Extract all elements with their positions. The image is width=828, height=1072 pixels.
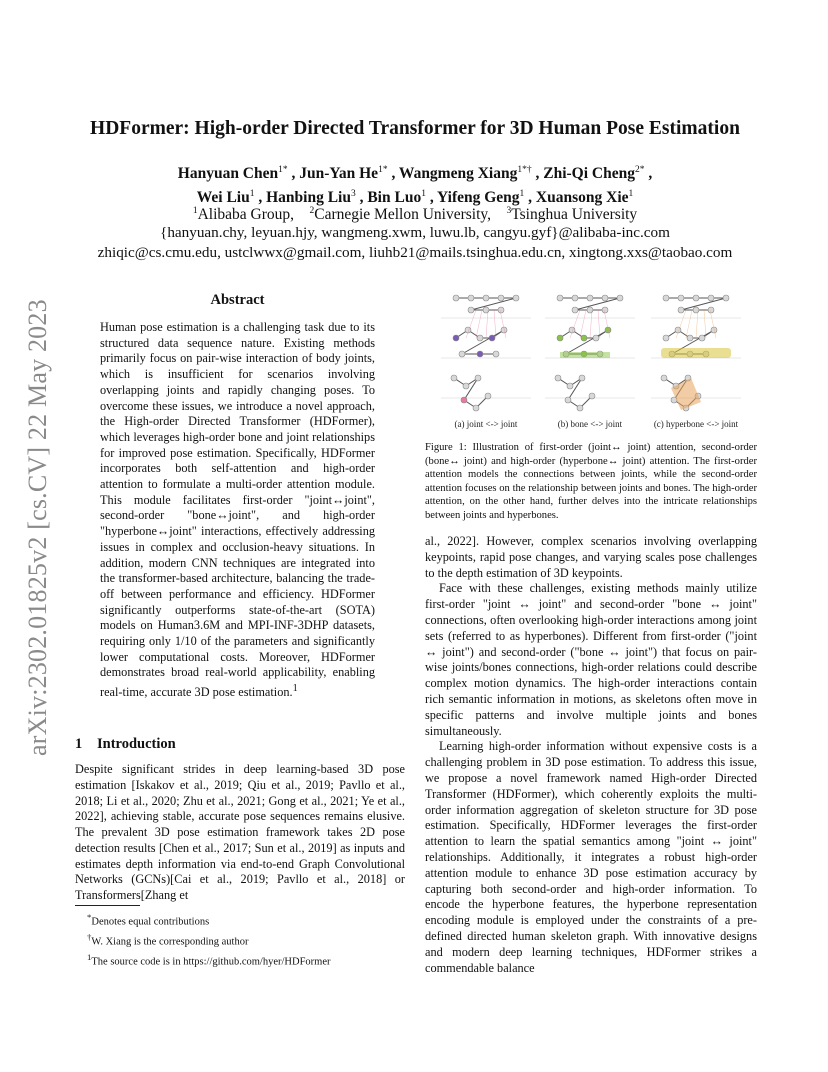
joint-node	[463, 383, 469, 389]
author-name: Wei Liu	[196, 189, 250, 207]
joint-node	[699, 335, 705, 341]
joint-node	[663, 335, 669, 341]
author-mark: 1*†	[517, 165, 532, 175]
paragraph: Learning high-order information without expensive costs is a challenging problem in 3D pose estimation. To address this issue, we propose a novel framework named High-order Directed Transformer (HDFormer), which coherently exploits the multi-order information aggregation of skeleton structure for 3D pose estimation. Specifically, HDFormer leverages the first-order attention to learn the spatial semantics among "joint ↔ joint" relationships. Additionally, it integrates a robust high-order attention module to enhance 3D pose estimation accuracy by capturing both second-order and high-order information. To encode the hyperbone features, the hyperbone representation encoding module is employed under the constraints of a pre-defined directed human skeleton graph. With innovative designs and modern deep learning techniques, HDFormer strikes a commendable balance	[425, 739, 757, 975]
affiliation: Tsinghua University	[511, 206, 638, 224]
abstract-body	[100, 320, 375, 701]
affiliation-mark: 2	[309, 206, 315, 216]
figure-1-skeleton-attention	[428, 290, 758, 432]
joint-node	[687, 335, 693, 341]
attention-link	[598, 310, 600, 338]
author-mark: 3	[350, 189, 356, 200]
author-name: Hanbing Liu	[266, 189, 351, 207]
section-title: Introduction	[97, 736, 176, 752]
panel-label-b: (b) bone <-> joint	[557, 419, 623, 429]
joint-node	[453, 335, 459, 341]
attention-link	[494, 310, 496, 338]
joint-node	[468, 307, 474, 313]
attention-link	[590, 310, 592, 338]
arxiv-identifier: arXiv:2302.01825v2 [cs.CV] 22 May 2023	[23, 299, 52, 756]
attention-link	[704, 310, 706, 338]
joint-node	[468, 295, 474, 301]
joint-node	[489, 335, 495, 341]
joint-node	[593, 335, 599, 341]
author-line-2: Wei Liu$^1$ , Hanbing Liu$^3$ , Bin Luo$^1$ , Yifeng Geng$^1$ , Xuansong Xie$^1$	[196, 189, 634, 207]
paragraph: Despite significant strides in deep learning-based 3D pose estimation [Iskakov et al., 2019; Qiu et al., 2019; Pavllo et al., 2018; Li et al., 2020; Zhu et al., 2021; Gong et al., 2021; Ye et al., 2022], achieving stable, accurate pose sequences remains elusive. The prevalent 3D pose estimation framework takes 2D pose detection results [Chen et al., 2017; Sun et al., 2019] as inputs and estimates depth information via end-to-end Graph Convolutional Networks (GCNs)[Cai et al., 2019; Pavllo et al., 2018] or Transformers[Zhang et	[75, 762, 405, 902]
footnote-text: The source code is in https://github.com/hyer/HDFormer	[91, 956, 331, 968]
joint-node	[557, 295, 563, 301]
attention-link	[580, 310, 586, 338]
joint-node	[461, 397, 467, 403]
affiliation: Carnegie Mellon University,	[314, 206, 492, 224]
joint-node	[589, 393, 595, 399]
author-name: Yifeng Geng	[437, 189, 520, 207]
joint-node	[498, 307, 504, 313]
joint-node	[513, 295, 519, 301]
joint-node	[602, 307, 608, 313]
author-mark: 1*	[378, 165, 388, 175]
joint-node	[572, 295, 578, 301]
author-name: Zhi-Qi Cheng	[543, 165, 635, 183]
joint-node	[579, 375, 585, 381]
joint-node	[678, 307, 684, 313]
joint-node	[617, 295, 623, 301]
attention-link	[476, 310, 482, 338]
joint-node	[498, 295, 504, 301]
affiliation-mark: 3	[506, 206, 512, 216]
bone-segment	[471, 298, 516, 310]
introduction-text	[75, 762, 405, 904]
paragraph: al., 2022]. However, complex scenarios involving overlapping keypoints, rapid pose changes, and varying scales pose challenges to the depth estimation of 3D keypoints.	[425, 534, 757, 580]
paragraph: Face with these challenges, existing methods mainly utilize first-order "joint ↔ joint" and second-order "bone ↔ joint" connections, often overlooking high-order interactions among joint sets (referred to as hyperbones). Different from first-order ("joint ↔ joint") and second-order ("bone ↔ joint") that focus on pair-wise joints/bones connections, high-order relations could describe complex motion dynamics. The high-order interactions contain rich semantic information in motions, as skeletons often move in specific patterns and involve multiple joints and bones simultaneously.	[425, 581, 757, 738]
skeleton-panel-bone	[545, 295, 635, 411]
panel-label-a: (a) joint <-> joint	[454, 419, 518, 429]
joint-node	[708, 307, 714, 313]
footnote	[75, 950, 405, 970]
abstract-text: Human pose estimation is a challenging task due to its structured data sequence nature. Existing methods primarily focus on pair-wise interaction of body joints, which is insufficient for scenarios involving overlapping joints and rapidly changing poses. To overcome these issues, we introduce a novel approach, the High-order Directed Transformer (HDFormer), which leverages high-order bone and joint relationships for improved pose estimation. Specifically, HDFormer incorporates both self-attention and high-order attention to formulate a multi-order attention module. This module facilitates first-order "joint↔joint", second-order "bone↔joint", and high-order "hyperbone↔joint" interactions, effectively addressing issues in complex and occlusion-heavy situations. In addition, modern CNN techniques are integrated into the transformer-based architecture, balancing the trade-off between performance and efficiency. HDFormer significantly outperforms state-of-the-art (SOTA) models on Human3.6M and MPI-INF-3DHP datasets, requiring only 1/10 of the parameters and significantly lower computational costs. Moreover, HDFormer demonstrates broad real-world applicability, enabling real-time, accurate 3D pose estimation.	[100, 320, 375, 700]
footnote-text: W. Xiang is the corresponding author	[91, 936, 249, 948]
joint-node	[555, 375, 561, 381]
author-name: Wangmeng Xiang	[398, 165, 518, 183]
joint-node	[493, 351, 499, 357]
panel-label-c: (c) hyperbone <-> joint	[653, 419, 739, 429]
footnotes	[75, 910, 405, 970]
footnote-rule	[75, 905, 140, 906]
author-line-1: Hanyuan Chen$^{1*}$ , Jun-Yan $He^{1*}$ , Wangmeng Xiang$^{1*\dagger}$ , Zhi-Qi Cheng$^{2*}$ ,	[177, 165, 653, 183]
joint-node	[475, 375, 481, 381]
author-mark: 1	[421, 189, 426, 200]
joint-node	[572, 307, 578, 313]
joint-node	[663, 295, 669, 301]
footnote-mark: †	[87, 932, 92, 942]
email-line: zhiqic@cs.cmu.edu, ustclwwx@gmail.com, liuhb21@mails.tsinghua.edu.cn, xingtong.xxs@taobao.com	[97, 244, 733, 261]
joint-node	[453, 295, 459, 301]
joint-node	[693, 295, 699, 301]
abstract-heading: Abstract	[210, 292, 265, 308]
joint-node	[565, 397, 571, 403]
author-name: Bin Luo	[367, 189, 422, 207]
footnote-ref: 1	[292, 683, 298, 695]
joint-node	[477, 335, 483, 341]
attention-link	[486, 310, 488, 338]
author-mark: 1*	[278, 165, 288, 175]
hyperbone-highlight	[661, 348, 731, 358]
skeleton-panel-joint	[441, 295, 531, 411]
joint-node	[483, 295, 489, 301]
joint-node	[477, 351, 483, 357]
author-mark: 1	[249, 189, 255, 200]
joint-node	[557, 335, 563, 341]
footnote	[75, 930, 405, 950]
affiliation: Alibaba Group,	[197, 206, 294, 224]
bone-segment	[575, 298, 620, 310]
joint-node	[567, 383, 573, 389]
joint-node	[661, 375, 667, 381]
affiliation-mark: 1	[192, 206, 198, 216]
bone-segment	[566, 330, 608, 354]
joint-node	[678, 295, 684, 301]
author-emails	[60, 223, 770, 263]
joint-node	[587, 295, 593, 301]
paper-title: HDFormer: High-order Directed Transformer for 3D Human Pose Estimation	[90, 118, 740, 139]
footnote	[75, 910, 405, 930]
figure-caption: Figure 1: Illustration of first-order (joint↔ joint) attention, second-order (bone↔ joint) and high-order (hyperbone↔ joint) attention. The first-order attention models the connections between joints, while the second-order attention focuses on the relationship between joints and bones. The high-order attention, on the other hand, further delves into the intricate relationships between joints and hyperbones.	[425, 442, 757, 521]
author-mark: 1	[628, 189, 634, 200]
bone-segment	[681, 298, 726, 310]
right-column-text	[425, 534, 757, 976]
joint-node	[581, 335, 587, 341]
attention-link	[710, 310, 716, 338]
joint-node	[473, 405, 479, 411]
attention-link	[500, 310, 506, 338]
joint-node	[602, 295, 608, 301]
skeleton-panel-hyperbone	[651, 295, 741, 411]
joint-node	[451, 375, 457, 381]
footnote-text: Denotes equal contributions	[91, 916, 210, 928]
section-number: 1	[75, 736, 83, 752]
author-name: Jun-Yan He	[299, 165, 379, 183]
author-mark: 2*	[634, 165, 645, 175]
joint-node	[459, 351, 465, 357]
author-mark: 1	[519, 189, 525, 200]
author-name: Xuansong Xie	[535, 189, 629, 207]
section-heading	[75, 736, 405, 753]
joint-node	[485, 393, 491, 399]
footnote-mark: 1	[87, 952, 92, 962]
bone-segment	[462, 330, 504, 354]
joint-node	[577, 405, 583, 411]
joint-node	[723, 295, 729, 301]
joint-node	[708, 295, 714, 301]
attention-link	[686, 310, 692, 338]
attention-link	[604, 310, 610, 338]
affiliations	[80, 201, 750, 225]
bone-highlight	[560, 352, 610, 358]
author-name: Hanyuan Chen	[177, 165, 279, 183]
email-line: {hanyuan.chy, leyuan.hjy, wangmeng.xwm, luwu.lb, cangyu.gyf}@alibaba-inc.com	[160, 224, 670, 241]
attention-link	[696, 310, 698, 338]
footnote-mark: *	[87, 912, 92, 922]
